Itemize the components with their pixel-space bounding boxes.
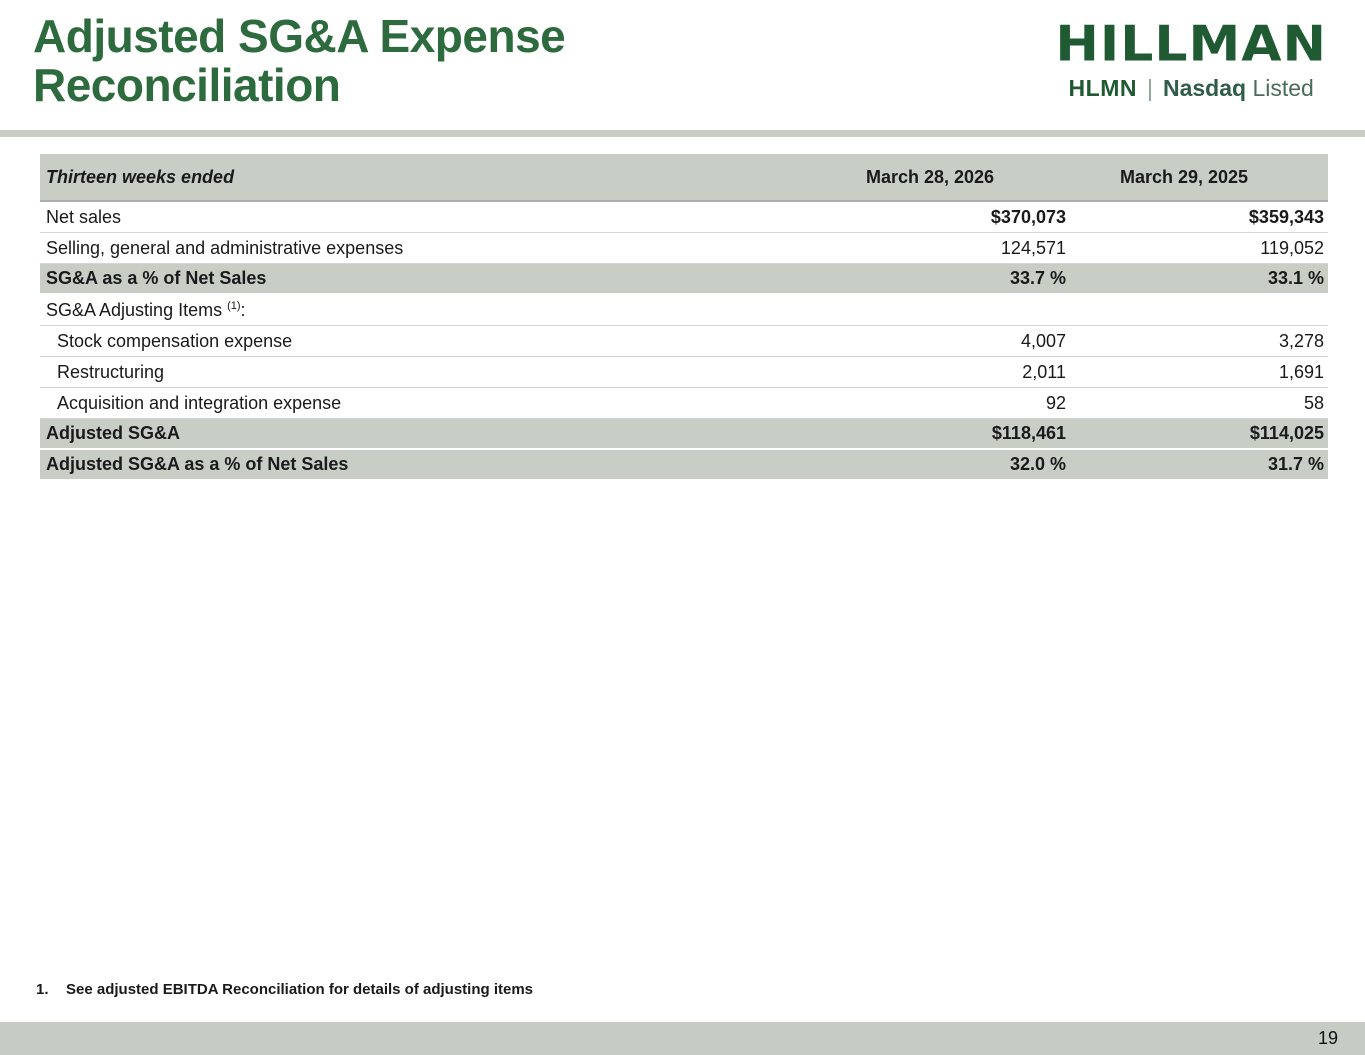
row-value-2025: 1,691: [1278, 361, 1324, 382]
nasdaq-listed-line: [1055, 76, 1327, 101]
table-header-col-2025: March 29, 2025: [1119, 166, 1249, 187]
row-label: [40, 268, 820, 289]
row-value-2026: 124,571: [1000, 237, 1066, 258]
row-label: [40, 300, 820, 321]
row-label: [40, 423, 820, 444]
page-title-line2: Reconciliation: [33, 59, 341, 112]
page-number: 19: [1317, 1028, 1338, 1048]
table-row: [40, 450, 1328, 481]
row-label: [40, 362, 820, 383]
page-title: [33, 12, 565, 110]
row-value-2025: $114,025: [1249, 423, 1324, 443]
row-label-text: Restructuring: [57, 361, 165, 382]
pipe-separator: |: [1146, 75, 1153, 101]
table-row: [40, 388, 1328, 419]
table-row: [40, 326, 1328, 357]
table-row: [40, 295, 1328, 326]
footer-bar: [0, 1022, 1365, 1055]
row-label-text: SG&A as a % of Net Sales: [46, 268, 267, 288]
row-label: [40, 454, 820, 475]
sga-reconciliation-table: [40, 154, 1328, 481]
page-title-line1: Adjusted SG&A Expense: [33, 10, 566, 62]
footnote-text: See adjusted EBITDA Reconciliation for details of adjusting items: [66, 981, 534, 998]
row-label-text: Acquisition and integration expense: [57, 392, 342, 413]
row-value-2026: 33.7 %: [1009, 268, 1066, 288]
row-value-2025: $359,343: [1248, 206, 1324, 227]
row-label-text: Stock compensation expense: [57, 330, 293, 351]
row-label: [40, 393, 820, 414]
footnote: [36, 981, 533, 998]
row-label: [40, 331, 820, 352]
table-row: [40, 419, 1328, 450]
row-value-2026: 2,011: [1022, 361, 1066, 382]
table-header-label: Thirteen weeks ended: [46, 166, 235, 187]
row-label-text: Net sales: [46, 206, 122, 227]
row-value-2025: 58: [1303, 392, 1324, 413]
table-header-col-2026: March 28, 2026: [865, 166, 995, 187]
table-row: [40, 202, 1328, 233]
hillman-wordmark: HILLMAN: [1055, 16, 1327, 73]
listed-label: Listed: [1252, 75, 1314, 101]
table-row: [40, 357, 1328, 388]
row-value-2026: $370,073: [990, 206, 1066, 227]
ticker-symbol: HLMN: [1068, 75, 1137, 101]
table-row: [40, 233, 1328, 264]
row-value-2025: 3,278: [1278, 330, 1324, 351]
row-value-2026: 4,007: [1020, 330, 1066, 351]
table-body: [40, 202, 1328, 481]
header-divider-bar: [0, 130, 1365, 137]
nasdaq-label: Nasdaq: [1162, 75, 1247, 101]
row-value-2025: 33.1 %: [1267, 268, 1324, 288]
row-value-2026: $118,461: [991, 423, 1066, 443]
row-label: [40, 238, 820, 259]
row-value-2026: 92: [1045, 392, 1066, 413]
row-label-text: SG&A Adjusting Items: [46, 299, 228, 320]
table-row: [40, 264, 1328, 295]
row-label: [40, 207, 820, 228]
row-value-2026: 32.0 %: [1009, 454, 1066, 474]
row-label-text: Adjusted SG&A as a % of Net Sales: [46, 454, 349, 474]
footnote-ref-superscript: (1): [227, 299, 241, 312]
hillman-logo: [1055, 16, 1327, 101]
row-label-text: Selling, general and administrative expenses: [46, 237, 404, 258]
row-value-2025: 31.7 %: [1267, 454, 1324, 474]
table-header-row: [40, 154, 1328, 202]
footnote-number: 1.: [36, 981, 49, 998]
row-label-suffix: :: [240, 299, 246, 320]
row-label-text: Adjusted SG&A: [46, 423, 181, 443]
row-value-2025: 119,052: [1260, 237, 1324, 258]
